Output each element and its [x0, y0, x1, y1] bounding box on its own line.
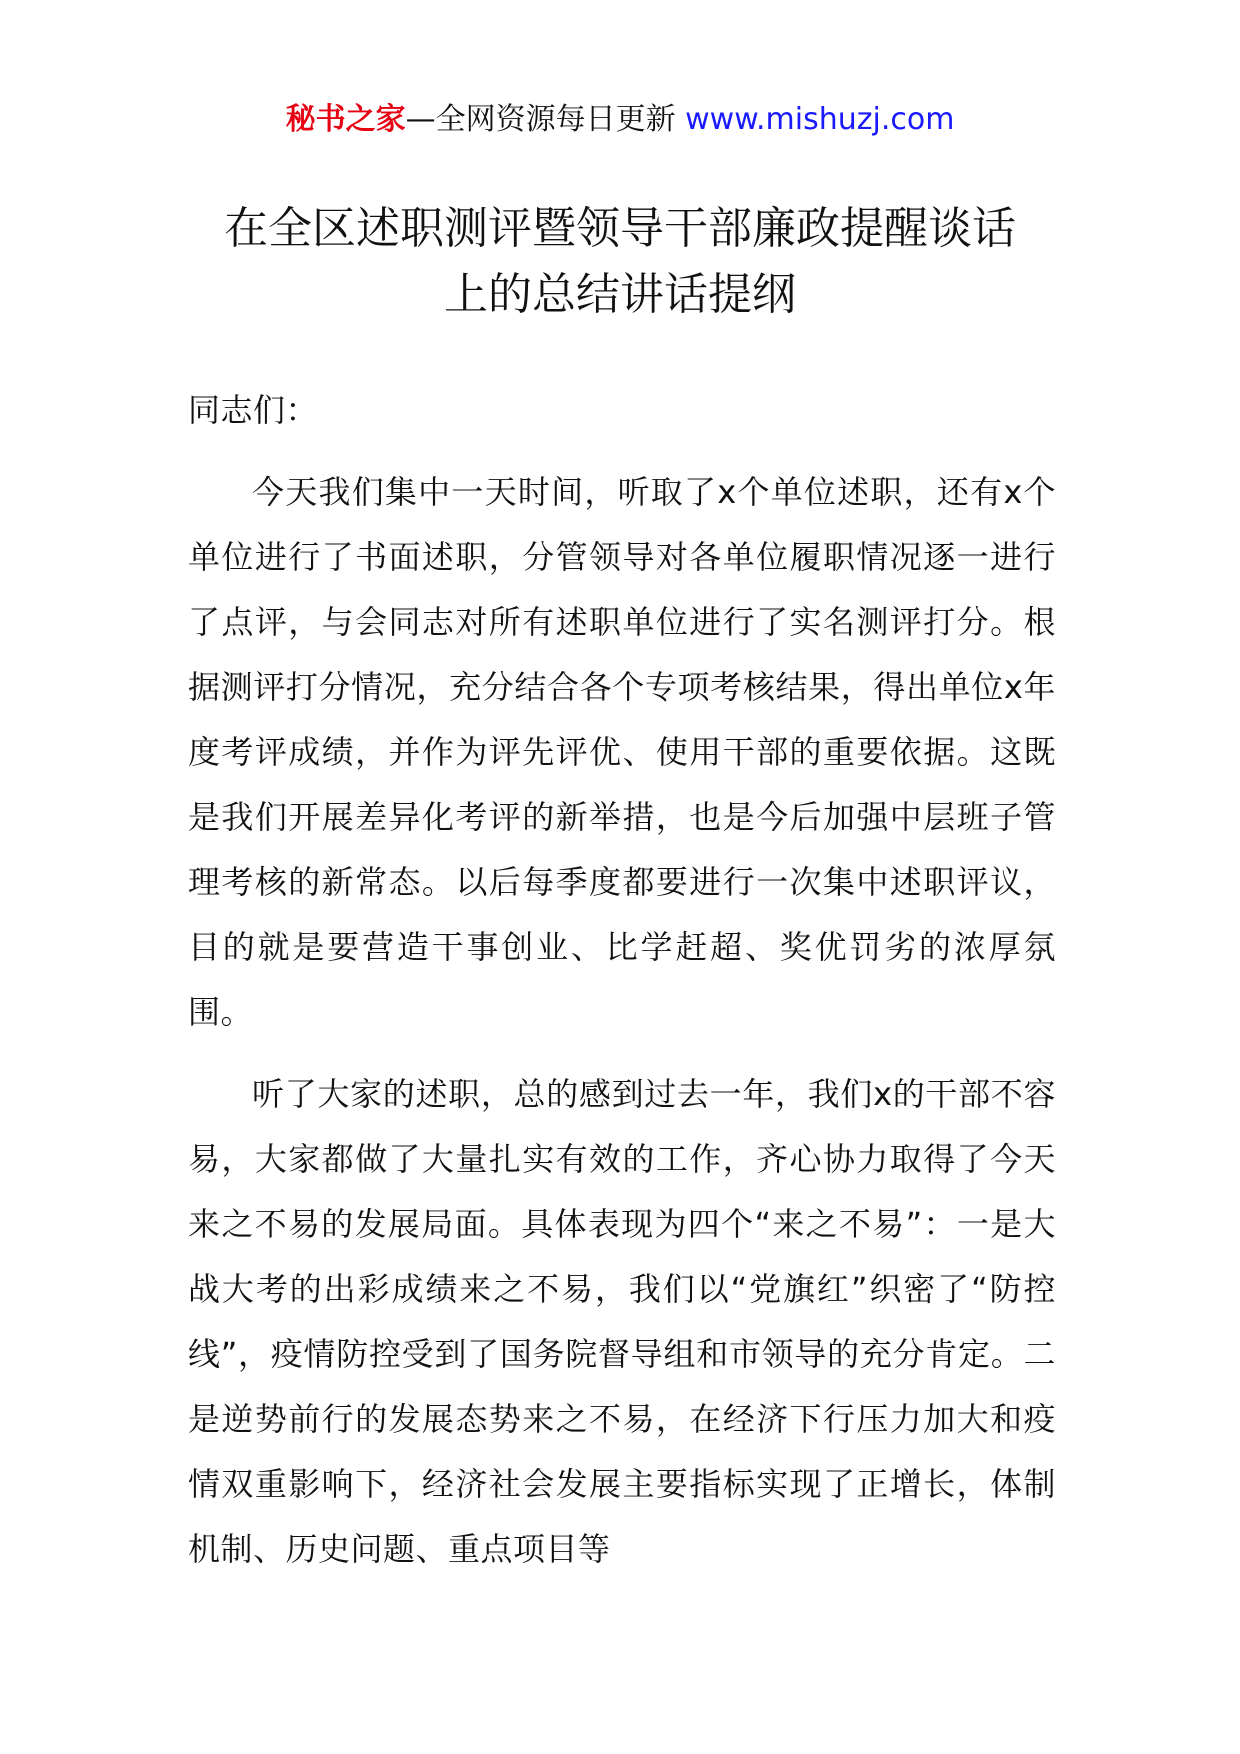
document-body	[188, 378, 1056, 1599]
site-tagline: —全网资源每日更新	[405, 102, 676, 137]
paragraph-2: 听了大家的述职，总的感到过去一年，我们x的干部不容易，大家都做了大量扎实有效的工作，齐心协力取得了今天来之不易的发展局面。具体表现为四个“来之不易”：一是大战大考的出彩成绩来之不易，我们以“党旗红”织密了“防控线”，疫情防控受到了国务院督导组和市领导的充分肯定。二是逆势前行的发展态势来之不易，在经济下行压力加大和疫情双重影响下，经济社会发展主要指标实现了正增长，体制机制、历史问题、重点项目等	[188, 1075, 1056, 1568]
document-title-line-1: 在全区述职测评暨领导干部廉政提醒谈话	[224, 203, 1016, 254]
paragraph-1: 今天我们集中一天时间，听取了x个单位述职，还有x个单位进行了书面述职，分管领导对各单位履职情况逐一进行了点评，与会同志对所有述职单位进行了实名测评打分。根据测评打分情况，充分结合各个专项考核结果，得出单位x年度考评成绩，并作为评先评优、使用干部的重要依据。这既是我们开展差异化考评的新举措，也是今后加强中层班子管理考核的新常态。以后每季度都要进行一次集中述职评议，目的就是要营造干事创业、比学赶超、奖优罚劣的浓厚氛围。	[188, 473, 1056, 1031]
document-title	[150, 196, 1090, 328]
document-title-line-2: 上的总结讲话提纲	[444, 269, 796, 320]
site-url-link[interactable]: www.mishuzj.com	[685, 102, 955, 137]
site-brand: 秘书之家	[285, 102, 406, 137]
greeting: 同志们：	[188, 391, 319, 429]
site-header	[0, 100, 1240, 140]
